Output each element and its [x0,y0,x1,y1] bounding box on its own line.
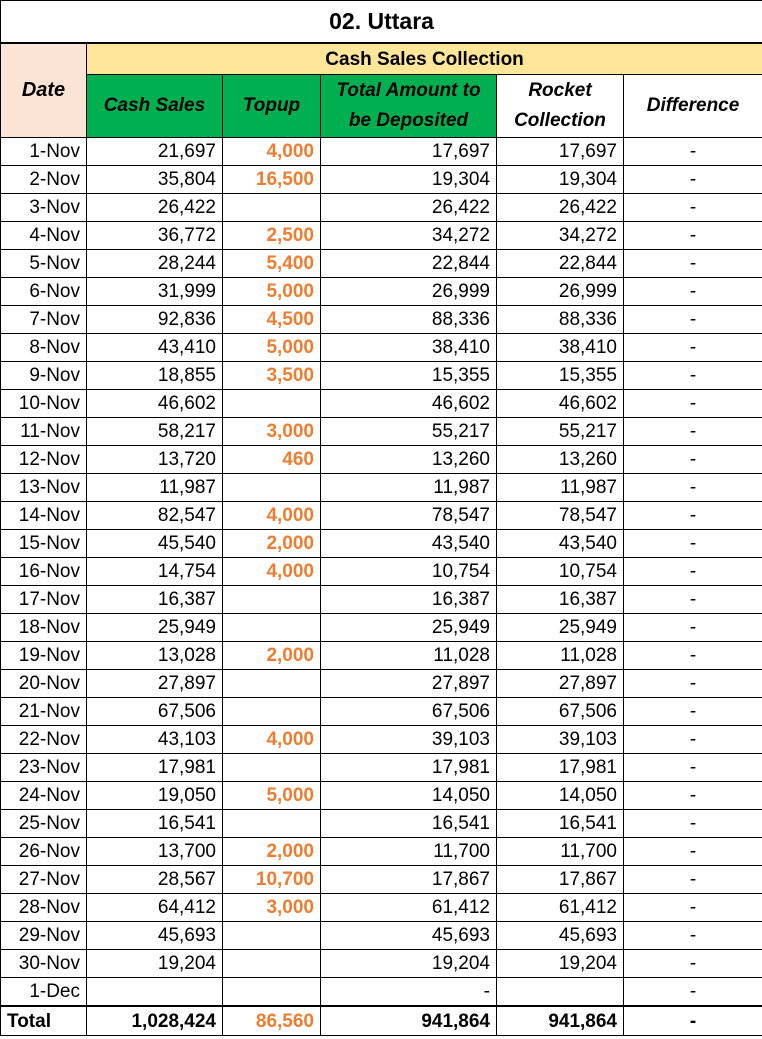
cell-topup [223,474,321,502]
cell-topup: 3,500 [223,362,321,390]
table-row [1,754,762,782]
table-row [1,278,762,306]
header-topup: Topup [223,75,321,138]
cell-date: 5-Nov [1,250,87,278]
cell-cash-sales: 46,602 [87,390,223,418]
cell-date: 28-Nov [1,894,87,922]
cell-difference: - [624,390,762,418]
cell-rocket-collection [497,978,624,1007]
cell-difference: - [624,866,762,894]
cell-date: 10-Nov [1,390,87,418]
cell-rocket-collection: 25,949 [497,614,624,642]
cell-topup: 4,000 [223,726,321,754]
cell-difference: - [624,894,762,922]
cell-cash-sales: 16,387 [87,586,223,614]
table-row [1,698,762,726]
total-cash-sales: 1,028,424 [87,1006,223,1036]
cell-topup: 4,000 [223,138,321,166]
cell-topup: 3,000 [223,418,321,446]
cell-difference: - [624,726,762,754]
total-rocket-collection: 941,864 [497,1006,624,1036]
cell-rocket-collection: 11,700 [497,838,624,866]
cell-cash-sales: 67,506 [87,698,223,726]
cell-cash-sales: 28,567 [87,866,223,894]
cell-cash-sales: 92,836 [87,306,223,334]
table-row [1,362,762,390]
cell-date: 30-Nov [1,950,87,978]
cell-rocket-collection: 10,754 [497,558,624,586]
table-row [1,306,762,334]
cell-difference: - [624,642,762,670]
cell-total-amount: 45,693 [321,922,497,950]
cell-total-amount: 22,844 [321,250,497,278]
cell-date: 29-Nov [1,922,87,950]
cell-difference: - [624,782,762,810]
cell-rocket-collection: 38,410 [497,334,624,362]
cell-date: 12-Nov [1,446,87,474]
cell-rocket-collection: 39,103 [497,726,624,754]
cell-difference: - [624,446,762,474]
table-row [1,838,762,866]
cell-rocket-collection: 22,844 [497,250,624,278]
cell-topup [223,194,321,222]
table-row [1,222,762,250]
cell-date: 18-Nov [1,614,87,642]
cell-rocket-collection: 34,272 [497,222,624,250]
table-row [1,446,762,474]
table-row [1,558,762,586]
total-topup: 86,560 [223,1006,321,1036]
cell-difference: - [624,530,762,558]
cell-difference: - [624,810,762,838]
cell-date: 1-Nov [1,138,87,166]
cell-difference: - [624,922,762,950]
cell-total-amount: 61,412 [321,894,497,922]
header-total-amount: Total Amount to be Deposited [321,75,497,138]
cell-difference: - [624,614,762,642]
cell-total-amount: 67,506 [321,698,497,726]
cell-total-amount: 13,260 [321,446,497,474]
cell-rocket-collection: 45,693 [497,922,624,950]
cell-topup [223,698,321,726]
cell-topup: 5,000 [223,278,321,306]
cell-difference: - [624,194,762,222]
cell-cash-sales: 17,981 [87,754,223,782]
cell-rocket-collection: 16,387 [497,586,624,614]
cell-total-amount: 16,541 [321,810,497,838]
table-row [1,726,762,754]
cell-cash-sales: 64,412 [87,894,223,922]
cell-topup: 3,000 [223,894,321,922]
cell-date: 24-Nov [1,782,87,810]
cell-cash-sales: 82,547 [87,502,223,530]
cell-topup: 4,500 [223,306,321,334]
cell-total-amount: 17,697 [321,138,497,166]
table-row [1,866,762,894]
cell-rocket-collection: 27,897 [497,670,624,698]
cell-cash-sales: 25,949 [87,614,223,642]
cell-date: 27-Nov [1,866,87,894]
cell-cash-sales: 13,720 [87,446,223,474]
cell-total-amount: 38,410 [321,334,497,362]
cell-topup: 5,000 [223,334,321,362]
cell-cash-sales: 45,540 [87,530,223,558]
table-row [1,390,762,418]
cell-cash-sales: 45,693 [87,922,223,950]
cell-rocket-collection: 11,987 [497,474,624,502]
cell-rocket-collection: 17,867 [497,866,624,894]
cell-difference: - [624,978,762,1007]
cell-topup: 4,000 [223,558,321,586]
total-amount: 941,864 [321,1006,497,1036]
cell-difference: - [624,474,762,502]
cell-cash-sales: 16,541 [87,810,223,838]
header-rocket-collection: Rocket Collection [497,75,624,138]
cell-total-amount: 15,355 [321,362,497,390]
sheet-title: 02. Uttara [1,1,762,44]
cell-difference: - [624,306,762,334]
cell-difference: - [624,278,762,306]
table-row [1,614,762,642]
cell-date: 14-Nov [1,502,87,530]
table-row [1,474,762,502]
cell-total-amount: - [321,978,497,1007]
cell-difference: - [624,334,762,362]
table-row [1,138,762,166]
cell-topup [223,950,321,978]
cell-topup [223,810,321,838]
table-row [1,502,762,530]
cell-total-amount: 14,050 [321,782,497,810]
cell-cash-sales: 31,999 [87,278,223,306]
cell-topup: 16,500 [223,166,321,194]
cell-rocket-collection: 61,412 [497,894,624,922]
table-row [1,418,762,446]
cell-total-amount: 39,103 [321,726,497,754]
cell-difference: - [624,222,762,250]
cell-difference: - [624,250,762,278]
cell-cash-sales: 19,050 [87,782,223,810]
table-row [1,334,762,362]
cell-rocket-collection: 14,050 [497,782,624,810]
cell-date: 23-Nov [1,754,87,782]
cell-total-amount: 55,217 [321,418,497,446]
cell-rocket-collection: 46,602 [497,390,624,418]
cell-difference: - [624,138,762,166]
cell-topup: 2,500 [223,222,321,250]
cell-difference: - [624,838,762,866]
cell-topup [223,754,321,782]
cell-total-amount: 26,999 [321,278,497,306]
cell-date: 1-Dec [1,978,87,1007]
cell-topup [223,586,321,614]
cell-total-amount: 19,204 [321,950,497,978]
cell-rocket-collection: 88,336 [497,306,624,334]
cell-topup [223,390,321,418]
cell-topup [223,614,321,642]
cell-topup: 2,000 [223,838,321,866]
cell-cash-sales: 13,700 [87,838,223,866]
cell-date: 9-Nov [1,362,87,390]
cell-date: 25-Nov [1,810,87,838]
cell-cash-sales: 28,244 [87,250,223,278]
table-row [1,810,762,838]
cell-cash-sales: 11,987 [87,474,223,502]
cell-rocket-collection: 78,547 [497,502,624,530]
cell-date: 21-Nov [1,698,87,726]
cell-date: 2-Nov [1,166,87,194]
cell-total-amount: 16,387 [321,586,497,614]
cell-cash-sales: 19,204 [87,950,223,978]
cell-difference: - [624,950,762,978]
table-row [1,894,762,922]
cell-rocket-collection: 26,422 [497,194,624,222]
cell-cash-sales: 43,410 [87,334,223,362]
cell-difference: - [624,754,762,782]
cell-date: 13-Nov [1,474,87,502]
cell-total-amount: 46,602 [321,390,497,418]
table-row [1,586,762,614]
cell-topup [223,922,321,950]
cell-topup: 4,000 [223,502,321,530]
cell-difference: - [624,502,762,530]
cell-difference: - [624,670,762,698]
cell-rocket-collection: 17,981 [497,754,624,782]
cell-cash-sales: 27,897 [87,670,223,698]
cell-difference: - [624,166,762,194]
cell-cash-sales [87,978,223,1007]
cell-total-amount: 25,949 [321,614,497,642]
cell-rocket-collection: 67,506 [497,698,624,726]
cell-rocket-collection: 11,028 [497,642,624,670]
table-row [1,922,762,950]
cell-difference: - [624,698,762,726]
header-cash-sales: Cash Sales [87,75,223,138]
cell-topup [223,670,321,698]
cell-topup [223,978,321,1007]
cell-difference: - [624,362,762,390]
table-row [1,166,762,194]
header-difference: Difference [624,75,762,138]
cell-difference: - [624,586,762,614]
cell-rocket-collection: 55,217 [497,418,624,446]
header-cash-sales-collection: Cash Sales Collection [87,43,762,75]
cell-total-amount: 88,336 [321,306,497,334]
cell-date: 19-Nov [1,642,87,670]
table-row [1,250,762,278]
table-row [1,782,762,810]
table-row [1,670,762,698]
cell-rocket-collection: 19,304 [497,166,624,194]
cell-rocket-collection: 17,697 [497,138,624,166]
cell-cash-sales: 43,103 [87,726,223,754]
cell-cash-sales: 26,422 [87,194,223,222]
cell-cash-sales: 14,754 [87,558,223,586]
cell-cash-sales: 58,217 [87,418,223,446]
cell-date: 26-Nov [1,838,87,866]
cell-cash-sales: 18,855 [87,362,223,390]
cell-total-amount: 11,987 [321,474,497,502]
cell-topup: 5,000 [223,782,321,810]
cell-difference: - [624,418,762,446]
cell-topup: 460 [223,446,321,474]
cell-total-amount: 19,304 [321,166,497,194]
cell-cash-sales: 35,804 [87,166,223,194]
cell-date: 8-Nov [1,334,87,362]
cell-rocket-collection: 43,540 [497,530,624,558]
cell-total-amount: 17,981 [321,754,497,782]
cell-total-amount: 11,028 [321,642,497,670]
total-difference: - [624,1006,762,1036]
cell-total-amount: 34,272 [321,222,497,250]
cell-rocket-collection: 13,260 [497,446,624,474]
cell-total-amount: 43,540 [321,530,497,558]
cell-rocket-collection: 19,204 [497,950,624,978]
cell-total-amount: 17,867 [321,866,497,894]
cell-date: 16-Nov [1,558,87,586]
cell-date: 11-Nov [1,418,87,446]
table-row [1,978,762,1007]
table-row [1,530,762,558]
cell-date: 17-Nov [1,586,87,614]
cell-date: 7-Nov [1,306,87,334]
cell-date: 15-Nov [1,530,87,558]
table-row [1,642,762,670]
cell-total-amount: 10,754 [321,558,497,586]
cell-difference: - [624,558,762,586]
cell-total-amount: 26,422 [321,194,497,222]
cell-total-amount: 11,700 [321,838,497,866]
cell-topup: 2,000 [223,642,321,670]
table-row [1,194,762,222]
cell-date: 3-Nov [1,194,87,222]
cell-cash-sales: 21,697 [87,138,223,166]
cell-topup: 2,000 [223,530,321,558]
cell-topup: 5,400 [223,250,321,278]
cell-rocket-collection: 26,999 [497,278,624,306]
cell-date: 22-Nov [1,726,87,754]
cell-cash-sales: 36,772 [87,222,223,250]
total-row [1,1006,762,1036]
cell-rocket-collection: 16,541 [497,810,624,838]
table-row [1,950,762,978]
cell-date: 4-Nov [1,222,87,250]
cell-total-amount: 78,547 [321,502,497,530]
cell-topup: 10,700 [223,866,321,894]
total-label: Total [1,1006,87,1036]
cell-date: 20-Nov [1,670,87,698]
cell-total-amount: 27,897 [321,670,497,698]
cell-rocket-collection: 15,355 [497,362,624,390]
cell-cash-sales: 13,028 [87,642,223,670]
cell-date: 6-Nov [1,278,87,306]
header-date: Date [1,43,87,138]
